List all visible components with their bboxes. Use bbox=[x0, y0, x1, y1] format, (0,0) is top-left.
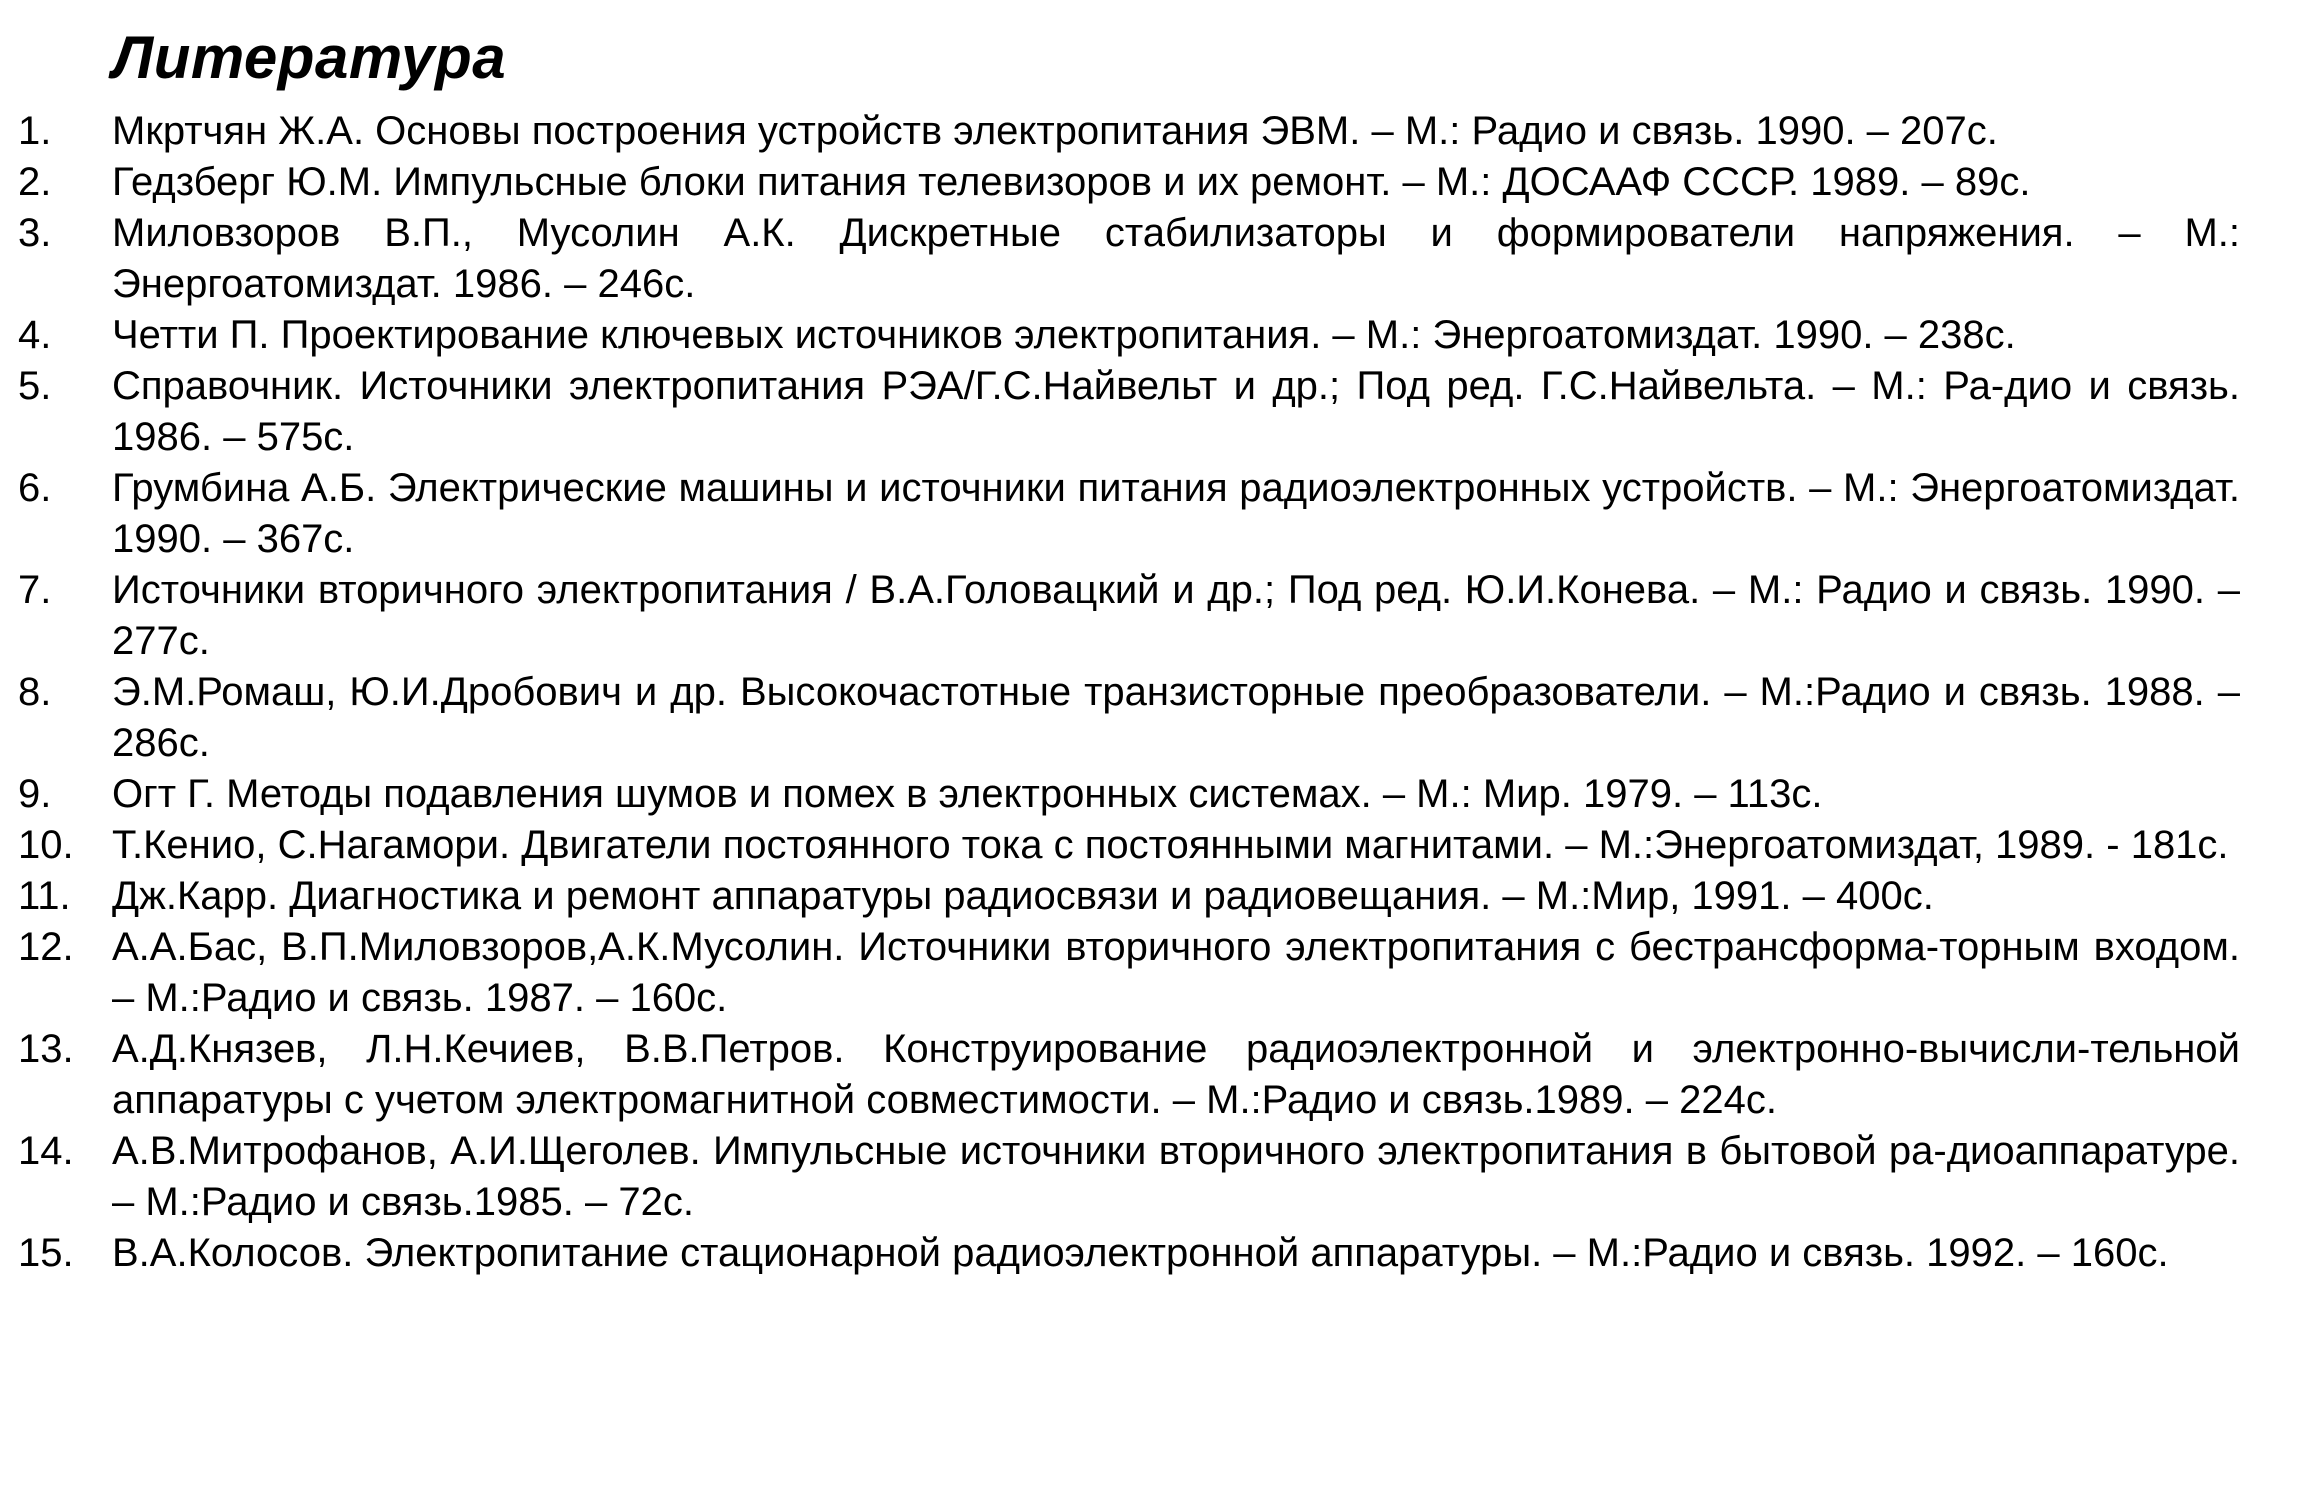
list-item bbox=[0, 463, 2321, 565]
reference-text: Источники вторичного электропитания / В.А.Головацкий и др.; Под ред. Ю.И.Конева. – М.: Радио и связь. 1990. – 277с. bbox=[112, 568, 2240, 663]
reference-number: 3. bbox=[18, 211, 52, 255]
reference-number: 14. bbox=[18, 1129, 74, 1173]
reference-text: Дж.Карр. Диагностика и ремонт аппаратуры радиосвязи и радиовещания. – М.:Мир, 1991. – 400с. bbox=[112, 874, 1934, 918]
reference-text: В.А.Колосов. Электропитание стационарной радиоэлектронной аппаратуры. – М.:Радио и связь. 1992. – 160с. bbox=[112, 1231, 2169, 1275]
reference-number: 10. bbox=[18, 823, 74, 867]
reference-text: Огт Г. Методы подавления шумов и помех в электронных системах. – М.: Мир. 1979. – 113с. bbox=[112, 772, 1823, 816]
reference-number: 8. bbox=[18, 670, 52, 714]
reference-number: 15. bbox=[18, 1231, 74, 1275]
reference-number: 7. bbox=[18, 568, 52, 612]
reference-text: Мкртчян Ж.А. Основы построения устройств электропитания ЭВМ. – М.: Радио и связь. 1990. – 207с. bbox=[112, 109, 1998, 153]
list-item bbox=[0, 361, 2321, 463]
reference-text: Т.Кенио, С.Нагамори. Двигатели постоянного тока с постоянными магнитами. – М.:Энергоатомиздат, 1989. - 181с. bbox=[112, 823, 2229, 867]
list-item bbox=[0, 667, 2321, 769]
list-item bbox=[0, 820, 2321, 871]
list-item bbox=[0, 871, 2321, 922]
list-item bbox=[0, 1024, 2321, 1126]
reference-number: 13. bbox=[18, 1027, 74, 1071]
list-item bbox=[0, 157, 2321, 208]
reference-text: Гедзберг Ю.М. Импульсные блоки питания телевизоров и их ремонт. – М.: ДОСААФ СССР. 1989. – 89с. bbox=[112, 160, 2031, 204]
reference-number: 9. bbox=[18, 772, 52, 816]
list-item bbox=[0, 1228, 2321, 1279]
list-item bbox=[0, 208, 2321, 310]
reference-number: 4. bbox=[18, 313, 52, 357]
reference-number: 2. bbox=[18, 160, 52, 204]
reference-text: Четти П. Проектирование ключевых источников электропитания. – М.: Энергоатомиздат. 1990. – 238с. bbox=[112, 313, 2016, 357]
reference-number: 5. bbox=[18, 364, 52, 408]
page-title: Литература bbox=[112, 24, 507, 91]
reference-number: 11. bbox=[18, 874, 71, 918]
reference-text: Миловзоров В.П., Мусолин А.К. Дискретные стабилизаторы и формирователи напряжения. – М.: Энергоатомиздат. 1986. – 246с. bbox=[112, 211, 2240, 306]
reference-number: 12. bbox=[18, 925, 74, 969]
list-item bbox=[0, 565, 2321, 667]
reference-text: А.В.Митрофанов, А.И.Щеголев. Импульсные источники вторичного электропитания в бытовой ра-диоаппаратуре. – М.:Радио и связь.1985. – 72с. bbox=[112, 1129, 2240, 1224]
reference-text: Э.М.Ромаш, Ю.И.Дробович и др. Высокочастотные транзисторные преобразователи. – М.:Радио и связь. 1988. – 286с. bbox=[112, 670, 2240, 765]
list-item bbox=[0, 106, 2321, 157]
list-item bbox=[0, 922, 2321, 1024]
reference-list bbox=[0, 106, 2321, 1279]
reference-text: Справочник. Источники электропитания РЭА/Г.С.Найвельт и др.; Под ред. Г.С.Найвельта. – М.: Ра-дио и связь. 1986. – 575с. bbox=[112, 364, 2240, 459]
reference-number: 6. bbox=[18, 466, 52, 510]
list-item bbox=[0, 310, 2321, 361]
list-item bbox=[0, 1126, 2321, 1228]
reference-text: А.Д.Князев, Л.Н.Кечиев, В.В.Петров. Конструирование радиоэлектронной и электронно-вычисли-тельной аппаратуры с учетом электромагнитной совместимости. – М.:Радио и связь.1989. – 224с. bbox=[112, 1027, 2240, 1122]
reference-number: 1. bbox=[18, 109, 52, 153]
list-item bbox=[0, 769, 2321, 820]
reference-text: Грумбина А.Б. Электрические машины и источники питания радиоэлектронных устройств. – М.: Энергоатомиздат. 1990. – 367с. bbox=[112, 466, 2240, 561]
reference-text: А.А.Бас, В.П.Миловзоров,А.К.Мусолин. Источники вторичного электропитания с бестрансформа-торным входом. – М.:Радио и связь. 1987. – 160с. bbox=[112, 925, 2240, 1020]
